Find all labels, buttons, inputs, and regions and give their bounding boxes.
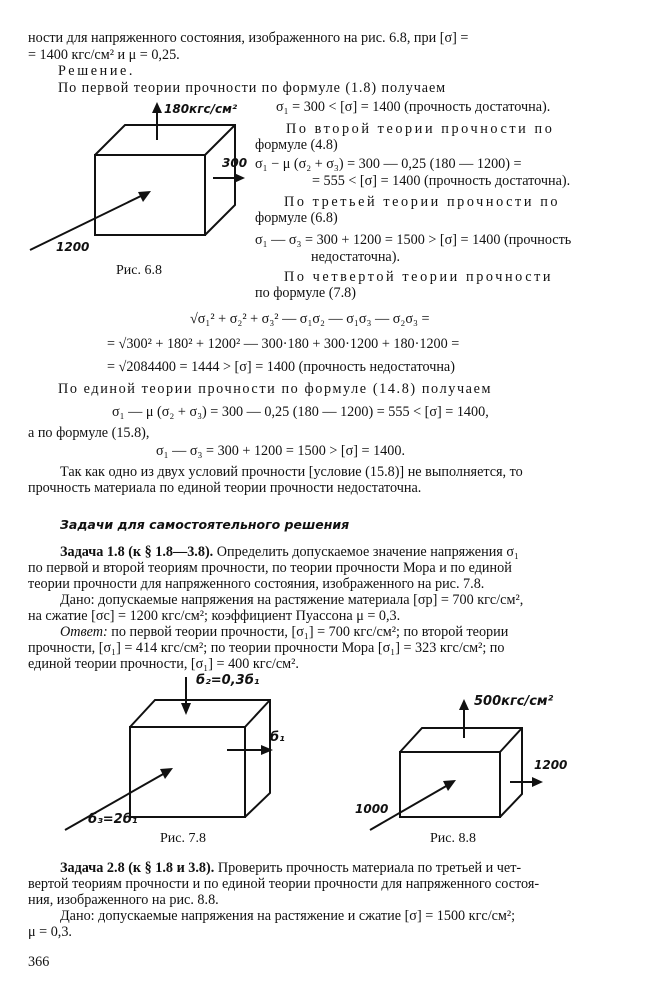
page-number: 366 [28,954,50,970]
cube-back-edges [95,125,235,235]
intro-line-2: = 1400 кгс/см² и μ = 0,25. [28,47,180,63]
conclusion-line-2: прочность материала по единой теории прочности недостаточна. [28,480,422,496]
cube-back-edges [400,728,522,817]
task2-line-1 [60,860,521,877]
section-title: Задачи для самостоятельного решения [60,517,350,532]
intro-line-1: ности для напряженного состояния, изображенного на рис. 6.8, при [σ] = [28,30,469,46]
eq-fourth-line-1: √σ₁² + σ₂² + σ₃² — σ₁σ₂ — σ₁σ₃ — σ₂σ₃ = [190,311,430,327]
fig78-label-left: б₃=2б₁ [88,812,138,827]
arrow-up-head [459,699,469,710]
task2-line-5: μ = 0,3. [28,924,72,940]
eq-third-theory-a: σ₁ — σ₃ = 300 + 1200 = 1500 > [σ] = 1400 (прочность [255,232,572,248]
eq-third-theory-b: недостаточна). [311,249,401,265]
third-theory-formula: формуле (6.8) [255,210,338,226]
task1-line-6 [60,624,508,641]
cube-front-face [95,155,205,235]
fig78-label-top: б₂=0,3б₁ [196,673,260,688]
eq-fourth-line-3: = √2084400 = 1444 > [σ] = 1400 (прочность недостаточна) [107,359,455,375]
answer-label: Ответ: [60,624,108,640]
figure-8-8 [360,690,560,840]
task2-line-4: Дано: допускаемые напряжения на растяжение и сжатие [σ] = 1500 кгс/см²; [60,908,516,924]
fig88-label-left: 1000 [355,802,389,816]
task1-line-1 [60,544,519,561]
cube-edge [245,700,270,727]
eq-fourth-line-2: = √300² + 180² + 1200² — 300·180 + 300·1200 + 180·1200 = [107,336,460,352]
fig68-label-right: 300 [222,156,248,170]
fig68-label-left: 1200 [56,240,90,254]
arrow-right-head [532,777,543,787]
eq-second-theory-b: = 555 < [σ] = 1400 (прочность достаточна). [312,173,571,189]
fig88-caption: Рис. 8.8 [430,831,476,846]
unified-heading: По единой теории прочности по формуле (14.8) получаем [58,381,493,397]
solution-label: Решение. [58,63,136,79]
task1-line-8: единой теории прочности, [σ₁] = 400 кгс/см². [28,656,299,672]
task1-text-1: Определить допускаемое значение напряжения σ₁ [216,544,519,560]
task1-line-5: на сжатие [σс] = 1200 кгс/см²; коэффициент Пуассона μ = 0,3. [28,608,401,624]
arrow-right-head [234,173,245,183]
cube-front-face [130,727,245,817]
third-theory-heading: По третьей теории прочности по [284,194,561,210]
task2-line-3: ния, изображенного на рис. 8.8. [28,892,219,908]
arrow-down-head [181,703,191,715]
task1-title: Задача 1.8 (к § 1.8—3.8). [60,544,214,560]
arrow-left-head [160,768,173,779]
task1-line-3: теории прочности для напряженного состояния, изображенного на рис. 7.8. [28,576,485,592]
fig68-caption: Рис. 6.8 [116,263,162,278]
fig78-label-right: б₁ [270,730,285,745]
eq-unified-1: σ₁ — μ (σ₂ + σ₃) = 300 — 0,25 (180 — 1200) = 555 < [σ] = 1400, [112,404,489,420]
eq-second-theory-a: σ₁ − μ (σ₂ + σ₃) = 300 — 0,25 (180 — 1200) = [255,156,522,172]
conclusion-line-1: Так как одно из двух условий прочности [условие (15.8)] не выполняется, то [60,464,523,480]
arrow-right-head [261,745,273,755]
task2-title: Задача 2.8 (к § 1.8 и 3.8). [60,860,215,876]
fig78-caption: Рис. 7.8 [160,831,206,846]
task1-text-6: по первой теории прочности, [σ₁] = 700 кгс/см²; по второй теории [111,624,509,640]
second-theory-formula: формуле (4.8) [255,137,338,153]
arrow-left-head [443,780,456,791]
fig88-label-right: 1200 [534,758,568,772]
cube-edge [500,728,522,752]
arrow-up-head [152,102,162,113]
second-theory-heading: По второй теории прочности по [286,121,555,137]
fig68-label-top: 180кгс/см² [164,102,238,116]
task2-text-1: Проверить прочность материала по третьей и чет- [217,860,522,876]
task2-line-2: вертой теориям прочности и по единой теории прочности для напряженного состоя- [28,876,540,892]
eq-unified-2: σ₁ — σ₃ = 300 + 1200 = 1500 > [σ] = 1400. [156,443,405,459]
fig88-label-top: 500кгс/см² [474,694,554,709]
cube-back-edges [130,700,270,817]
fourth-theory-formula: по формуле (7.8) [255,285,356,301]
first-theory-heading: По первой теории прочности по формуле (1.8) получаем [58,80,447,96]
unified-by-formula: а по формуле (15.8), [28,425,150,441]
cube-edge [205,125,235,155]
fourth-theory-heading: По четвертой теории прочности [284,269,554,285]
task1-line-2: по первой и второй теориям прочности, по теории прочности Мора и по единой [28,560,512,576]
task1-line-4: Дано: допускаемые напряжения на растяжение материала [σр] = 700 кгс/см², [60,592,524,608]
task1-line-7: прочности, [σ₁] = 414 кгс/см²; по теории прочности Мора [σ₁] = 323 кгс/см²; по [28,640,505,656]
eq-first-theory: σ₁ = 300 < [σ] = 1400 (прочность достаточна). [276,99,551,115]
